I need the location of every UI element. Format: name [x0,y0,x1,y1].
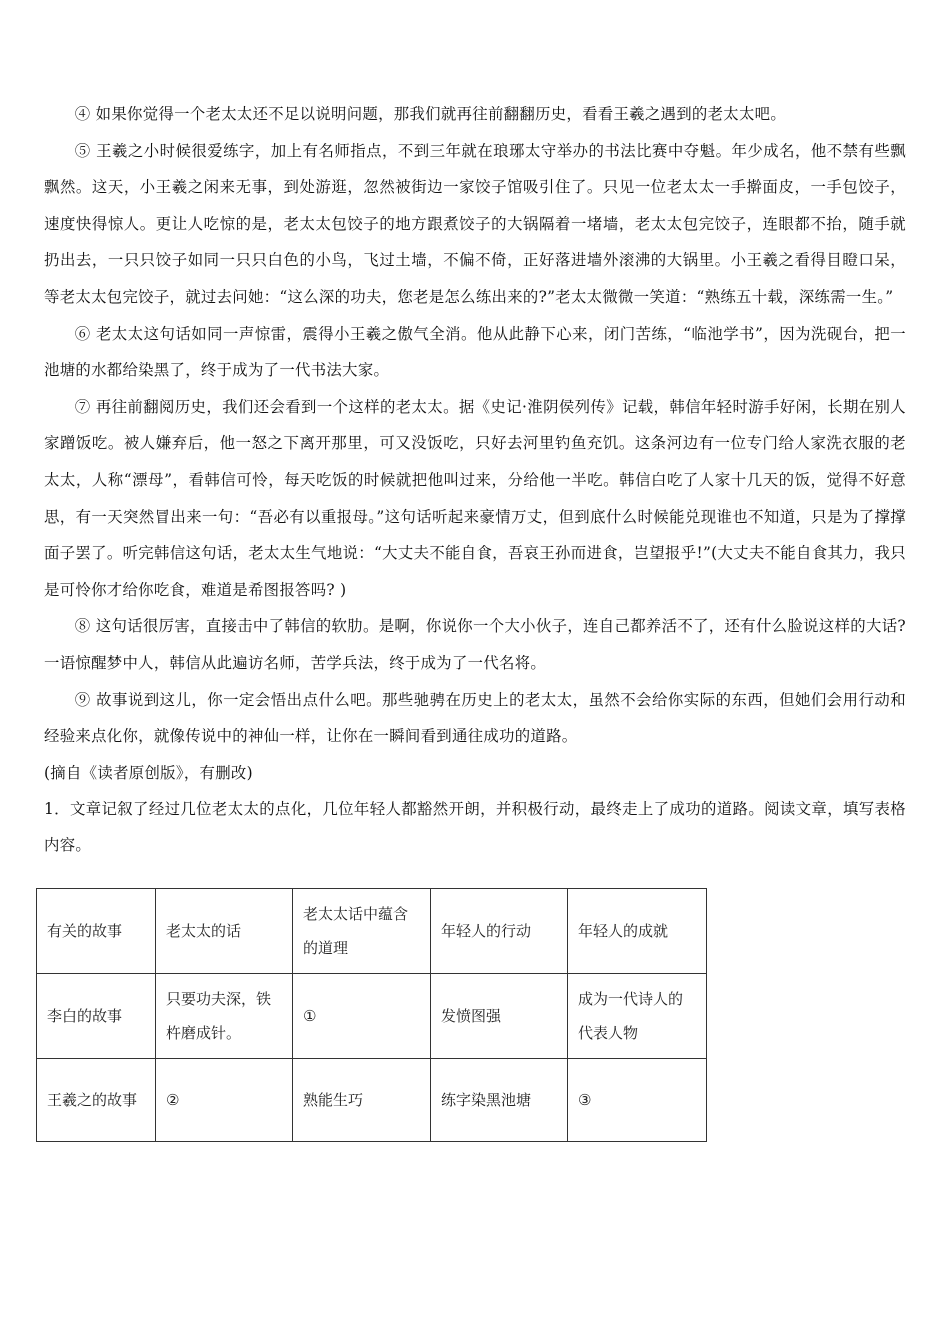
table-cell: 熟能生巧 [293,1059,431,1142]
table-header: 年轻人的成就 [568,889,707,974]
table-cell: 只要功夫深，铁杵磨成针。 [156,974,293,1059]
table-row [37,974,707,1059]
table-cell-blank: ① [293,974,431,1059]
question-1: 1．文章记叙了经过几位老太太的点化，几位年轻人都豁然开朗，并积极行动，最终走上了成功的道路。阅读文章，填写表格内容。 [44,799,906,854]
article [44,96,906,863]
table-header: 老太太的话 [156,889,293,974]
paragraph-7: ⑦ 再往前翻阅历史，我们还会看到一个这样的老太太。据《史记·淮阴侯列传》记载，韩信年轻时游手好闲，长期在别人家蹭饭吃。被人嫌弃后，他一怒之下离开那里，可又没饭吃，只好去河里钓鱼充饥。这条河边有一位专门给人家洗衣服的老太太，人称“漂母”，看韩信可怜，每天吃饭的时候就把他叫过来，分给他一半吃。韩信白吃了人家十几天的饭，觉得不好意思，有一天突然冒出来一句：“吾必有以重报母。”这句话听起来豪情万丈，但到底什么时候能兑现谁也不知道，只是为了撑撑面子罢了。听完韩信这句话，老太太生气地说：“大丈夫不能自食，吾哀王孙而进食，岂望报乎!”(大丈夫不能自食其力，我只是可怜你才给你吃食，难道是希图报答吗? ) [44,397,906,599]
table-cell: 练字染黑池塘 [431,1059,568,1142]
table-cell: 王羲之的故事 [37,1059,156,1142]
paragraph-6: ⑥ 老太太这句话如同一声惊雷，震得小王羲之傲气全消。他从此静下心来，闭门苦练，“临池学书”，因为洗砚台，把一池塘的水都给染黑了，终于成为了一代书法大家。 [44,324,906,380]
table-row [37,1059,707,1142]
table-header: 年轻人的行动 [431,889,568,974]
table-cell: 李白的故事 [37,974,156,1059]
table-header: 有关的故事 [37,889,156,974]
paragraph-5: ⑤ 王羲之小时候很爱练字，加上有名师指点，不到三年就在琅琊太守举办的书法比赛中夺魁。年少成名，他不禁有些飘飘然。这天，小王羲之闲来无事，到处游逛，忽然被街边一家饺子馆吸引住了。只见一位老太太一手擀面皮，一手包饺子，速度快得惊人。更让人吃惊的是，老太太包饺子的地方跟煮饺子的大锅隔着一堵墙，老太太包完饺子，连眼都不抬，随手就扔出去，一只只饺子如同一只只白色的小鸟，飞过土墙，不偏不倚，正好落进墙外滚沸的大锅里。小王羲之看得目瞪口呆，等老太太包完饺子，就过去问她：“这么深的功夫，您老是怎么练出来的?”老太太微微一笑道：“熟练五十载，深练需一生。” [44,141,906,306]
table-cell-blank: ② [156,1059,293,1142]
source-note: (摘自《读者原创版》，有删改) [44,763,253,782]
answer-table [36,888,707,1142]
table-cell: 发愤图强 [431,974,568,1059]
table-cell: 成为一代诗人的代表人物 [568,974,707,1059]
table-header: 老太太话中蕴含的道理 [293,889,431,974]
table-cell-blank: ③ [568,1059,707,1142]
paragraph-4: ④ 如果你觉得一个老太太还不足以说明问题，那我们就再往前翻翻历史，看看王羲之遇到的老太太吧。 [74,105,787,123]
paragraph-8: ⑧ 这句话很厉害，直接击中了韩信的软肋。是啊，你说你一个大小伙子，连自己都养活不了，还有什么脸说这样的大话?一语惊醒梦中人，韩信从此遍访名师，苦学兵法，终于成为了一代名将。 [44,617,906,672]
table-header-row [37,889,707,974]
paragraph-9: ⑨ 故事说到这儿，你一定会悟出点什么吧。那些驰骋在历史上的老太太，虽然不会给你实际的东西，但她们会用行动和经验来点化你，就像传说中的神仙一样，让你在一瞬间看到通往成功的道路。 [44,690,906,746]
